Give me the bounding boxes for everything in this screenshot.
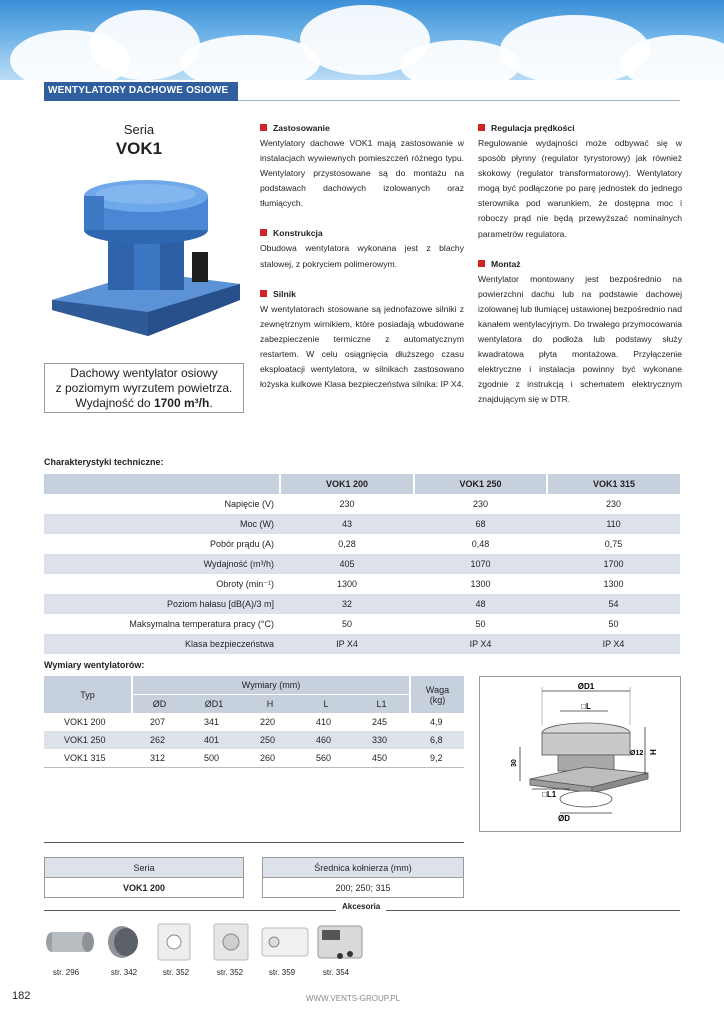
dimension-drawing-box bbox=[479, 676, 681, 832]
dim-typ-header: Typ bbox=[44, 676, 132, 713]
description-column-1 bbox=[260, 121, 464, 407]
specs-row bbox=[44, 614, 680, 634]
dim-value: 341 bbox=[204, 717, 220, 727]
dim-col-header: L bbox=[298, 695, 354, 714]
section-title: WENTYLATORY DACHOWE OSIOWE bbox=[48, 85, 229, 96]
accessory-page-ref: str. 354 bbox=[322, 968, 350, 977]
selection-rule bbox=[44, 842, 464, 843]
specs-value: 48 bbox=[414, 594, 547, 614]
specs-model-header: VOK1 200 bbox=[280, 474, 414, 494]
dim-weight-label: Waga bbox=[425, 684, 450, 695]
page-number: 182 bbox=[12, 990, 31, 1002]
konstrukcja-text: Obudowa wentylatora wykonana jest z blachy stalowej, z pokryciem polimerowym. bbox=[260, 243, 464, 269]
specs-value: IP X4 bbox=[280, 634, 414, 654]
red-square-icon bbox=[478, 260, 485, 267]
drawing-label-d1: ØD1 bbox=[577, 682, 595, 691]
specs-row bbox=[44, 494, 680, 514]
montaz-heading bbox=[478, 257, 682, 272]
dim-value: 207 bbox=[150, 717, 166, 727]
red-square-icon bbox=[260, 124, 267, 131]
dim-row bbox=[44, 749, 464, 768]
dim-value: 245 bbox=[372, 717, 388, 727]
caption-prefix: Wydajność do bbox=[75, 396, 154, 410]
dim-weight-header bbox=[410, 676, 464, 713]
product-caption-box bbox=[44, 363, 244, 413]
speed-controller-icon bbox=[158, 924, 190, 960]
specs-row-label: Poziom hałasu [dB(A)/3 m] bbox=[44, 594, 280, 614]
dim-value: 220 bbox=[260, 717, 276, 727]
dim-value: 500 bbox=[204, 753, 220, 763]
dim-value: 410 bbox=[316, 717, 332, 727]
dim-value: 401 bbox=[186, 731, 242, 749]
red-square-icon bbox=[478, 124, 485, 131]
silencer-icon bbox=[46, 932, 94, 952]
dim-value: 560 bbox=[316, 753, 332, 763]
series-value: VOK1 200 bbox=[45, 878, 244, 898]
drawing-label-l1: □L1 bbox=[542, 790, 557, 799]
specs-title: Charakterystyki techniczne: bbox=[44, 457, 164, 467]
konstrukcja-heading bbox=[260, 226, 464, 241]
specs-row bbox=[44, 554, 680, 574]
caption-line-1: Dachowy wentylator osiowy bbox=[70, 366, 218, 380]
dim-value: 260 bbox=[260, 753, 276, 763]
montaz-text: Wentylator montowany jest bezpośrednio na powierzchni dachu lub na podstawie dachowej izolowanej lub tłumiącej ustawionej bezpośrednio nad kanałem wentylacyjnym. Do trwałego przymocowania wentylatora do podłoża lub podstawy służy kwadratowa płyta montażowa. Przyłączenie elektryczne i instalacja powinny być wykonane zgodnie z instrukcją i schematem elektrycznym znajdującym się w DTR. bbox=[478, 273, 682, 405]
dim-value: 450 bbox=[372, 753, 388, 763]
specs-value: 50 bbox=[475, 619, 486, 629]
dim-weight-unit: (kg) bbox=[429, 694, 446, 705]
red-square-icon bbox=[260, 229, 267, 236]
dim-typ: VOK1 315 bbox=[64, 753, 106, 763]
specs-value: 54 bbox=[547, 594, 680, 614]
accessories-images bbox=[44, 920, 374, 964]
description-column-2 bbox=[478, 121, 682, 423]
caption-capacity: 1700 m³/h bbox=[153, 396, 210, 410]
dim-row bbox=[44, 713, 464, 731]
caption-suffix: . bbox=[209, 396, 213, 410]
drawing-label-l: □L bbox=[581, 702, 591, 711]
specs-value: IP X4 bbox=[547, 634, 680, 654]
specs-value: 230 bbox=[472, 499, 489, 509]
specs-row-label: Maksymalna temperatura pracy (°C) bbox=[129, 619, 274, 629]
dim-row bbox=[44, 731, 464, 749]
specs-row-label: Wydajność (m³/h) bbox=[44, 554, 280, 574]
dimension-drawing bbox=[480, 677, 680, 831]
specs-value: IP X4 bbox=[414, 634, 547, 654]
section-title-bar bbox=[44, 82, 238, 101]
series-selection-box bbox=[44, 857, 244, 898]
specs-value: 1300 bbox=[603, 579, 624, 589]
flange-selection-box bbox=[262, 857, 464, 898]
specs-value: 1070 bbox=[414, 554, 547, 574]
specs-row bbox=[44, 534, 680, 554]
specs-row-label: Klasa bezpieczeństwa bbox=[44, 634, 280, 654]
konstrukcja-title: Konstrukcja bbox=[273, 228, 323, 239]
specs-value: 405 bbox=[280, 554, 414, 574]
regulacja-heading bbox=[478, 121, 682, 136]
drawing-label-d12: Ø12 bbox=[630, 750, 644, 757]
accessory-page-ref: str. 352 bbox=[162, 968, 190, 977]
specs-value: 110 bbox=[547, 514, 680, 534]
dim-value: 262 bbox=[132, 731, 186, 749]
specs-row bbox=[44, 574, 680, 594]
specs-value: 0,75 bbox=[604, 539, 623, 549]
specs-row bbox=[44, 594, 680, 614]
regulacja-title: Regulacja prędkości bbox=[491, 123, 575, 133]
silnik-text: W wentylatorach stosowane są jednofazowe silniki z zewnętrznym wirnikiem, które posiadają wbudowane zabezpieczenie termiczne z automatycznym restartem. W celu osiągnięcia dłuższego czasu eksploatacji wentylatora, w silnikach zastosowano łożyska kulkowe Klasa bezpieczeństwa silnika: IP X4. bbox=[260, 303, 464, 390]
accessory-page-ref: str. 359 bbox=[268, 968, 296, 977]
dim-col-header: ØD bbox=[132, 695, 186, 714]
dim-group-header: Wymiary (mm) bbox=[132, 676, 410, 695]
specs-value: 43 bbox=[280, 514, 414, 534]
drawing-label-30: 30 bbox=[511, 759, 518, 767]
accessory-page-ref: str. 342 bbox=[110, 968, 138, 977]
dim-col-header: H bbox=[242, 695, 298, 714]
series-label: Seria bbox=[123, 122, 155, 137]
specs-row-label: Obroty (min⁻¹) bbox=[216, 578, 274, 589]
dim-typ: VOK1 250 bbox=[44, 731, 132, 749]
specs-table bbox=[44, 474, 680, 654]
specs-value: 32 bbox=[280, 594, 414, 614]
series-header: Seria bbox=[45, 858, 244, 878]
dim-col-header: L1 bbox=[354, 695, 410, 714]
dim-typ: VOK1 200 bbox=[64, 717, 106, 727]
speed-controller-knob-icon bbox=[214, 924, 248, 960]
accessory-page-ref: str. 296 bbox=[52, 968, 80, 977]
specs-value: 1300 bbox=[336, 579, 358, 589]
thermostat-icon bbox=[262, 928, 308, 956]
specs-row-label: Napięcie (V) bbox=[224, 499, 274, 509]
specs-model-header: VOK1 250 bbox=[414, 474, 547, 494]
website-link[interactable]: WWW.VENTS-GROUP.PL bbox=[306, 994, 401, 1003]
header-rule bbox=[238, 100, 680, 101]
specs-header-row bbox=[44, 474, 680, 494]
drawing-label-d: ØD bbox=[558, 814, 570, 823]
transformer-controller-icon bbox=[318, 926, 362, 959]
caption-line-2: z poziomym wyrzutem powietrza. bbox=[55, 381, 233, 395]
dim-value: 330 bbox=[354, 731, 410, 749]
sky-header-image bbox=[0, 0, 724, 80]
specs-value: 68 bbox=[414, 514, 547, 534]
specs-value: 1300 bbox=[470, 579, 491, 589]
fan-product-image bbox=[44, 160, 244, 350]
silnik-title: Silnik bbox=[273, 288, 296, 299]
flange-value: 200; 250; 315 bbox=[263, 878, 464, 898]
accessory-page-ref: str. 352 bbox=[216, 968, 244, 977]
caption-line-3 bbox=[45, 396, 243, 411]
red-square-icon bbox=[260, 290, 267, 297]
dimensions-title: Wymiary wentylatorów: bbox=[44, 660, 145, 670]
clamp-icon bbox=[108, 926, 138, 958]
drawing-label-h: H bbox=[649, 749, 658, 755]
dimensions-table bbox=[44, 676, 464, 768]
specs-value: 0,28 bbox=[338, 539, 356, 549]
dimensions-header-row bbox=[44, 676, 464, 695]
specs-value: 1700 bbox=[547, 554, 680, 574]
specs-value: 50 bbox=[341, 619, 352, 629]
accessories-title: Akcesoria bbox=[336, 902, 386, 911]
dim-weight: 4,9 bbox=[430, 717, 443, 727]
flange-header: Średnica kołnierza (mm) bbox=[263, 858, 464, 878]
specs-model-header: VOK1 315 bbox=[547, 474, 680, 494]
dim-weight: 6,8 bbox=[410, 731, 464, 749]
specs-header-blank bbox=[44, 474, 280, 494]
zastosowanie-title: Zastosowanie bbox=[273, 123, 330, 133]
specs-row bbox=[44, 514, 680, 534]
specs-value: 0,48 bbox=[471, 539, 490, 549]
specs-row-label: Moc (W) bbox=[44, 514, 280, 534]
model-name: VOK1 bbox=[115, 139, 163, 158]
dim-value: 250 bbox=[242, 731, 298, 749]
dim-value: 460 bbox=[298, 731, 354, 749]
zastosowanie-text: Wentylatory dachowe VOK1 mają zastosowanie w instalacjach wywiewnych pomieszczeń różnego typu. Wentylatory przystosowane są do montażu na podstawach dachowych izolowanych oraz tłumiących. bbox=[260, 138, 464, 209]
zastosowanie-heading bbox=[260, 121, 464, 136]
specs-row-label: Pobór prądu (A) bbox=[209, 539, 274, 549]
regulacja-text: Regulowanie wydajności może odbywać się w sposób płynny (regulator tyrystorowy) jak również skokowy (regulator transformatorowy). Wentylatory mogą być podłączone po parę jednostek do jednego sterownika pod warunkiem, że dostępna moc i roboczy prąd nie będą przewyższać nominalnych parametrów regulatora. bbox=[478, 138, 682, 239]
silnik-heading bbox=[260, 287, 464, 302]
dim-weight: 9,2 bbox=[430, 753, 443, 763]
specs-row bbox=[44, 634, 680, 654]
specs-value: 230 bbox=[605, 499, 622, 509]
specs-value: 230 bbox=[339, 499, 355, 509]
dim-value: 312 bbox=[150, 753, 166, 763]
specs-value: 50 bbox=[608, 619, 619, 629]
dim-col-header: ØD1 bbox=[186, 695, 242, 714]
montaz-title: Montaż bbox=[491, 258, 521, 269]
